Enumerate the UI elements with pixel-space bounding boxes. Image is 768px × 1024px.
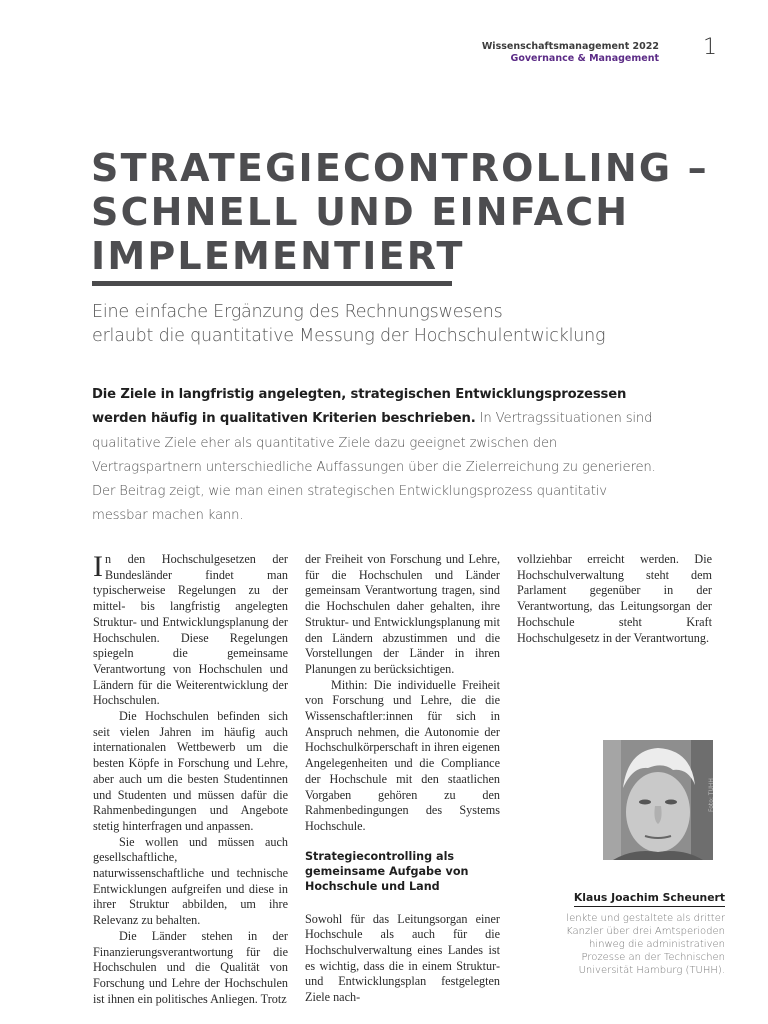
paragraph: Mithin: Die individuelle Freiheit von Forschung und Lehre, die die Wissenschaftler:innen für sich in Anspruch nehmen, die Autonomie der Hochschulkörperschaft in ihren eigenen Angelegenheiten und die Compliance der Hochschule mit den staatlichen Vorgaben gehören zu den Rahmenbedingungen des Systems Hochschule. <box>305 677 500 833</box>
author-name: Klaus Joachim Scheunert <box>574 891 725 907</box>
author-bio <box>505 912 725 977</box>
section-name: Governance & Management <box>510 53 659 64</box>
bio-line: Kanzler über drei Amtsperioden <box>566 926 725 937</box>
article-lead <box>92 383 662 529</box>
paragraph-text: n den Hochschulgesetzen der Bundesländer findet man typischerweise Regelungen zu der mittel- bis langfristig angelegten Struktur- und Entwicklungsplanung der Hochschulen. Diese Regelungen spiegeln die gemeinsame Verantwortung von Hochschulen und Ländern für die Weiterentwicklung der Hochschulen. <box>93 552 288 708</box>
title-line: IMPLEMENTIERT <box>91 234 465 278</box>
paragraph: Die Länder stehen in der Finanzierungsverantwortung für die Hochschulen und die Qualität von Forschung und Lehre der Hochschulen ist ihnen ein politisches Anliegen. Trotz <box>93 928 288 1006</box>
section-subheading: Strategiecontrolling als gemeinsame Aufgabe von Hochschule und Land <box>305 849 469 893</box>
bio-line: hinweg die administrativen <box>588 939 725 950</box>
title-underline <box>92 281 452 286</box>
body-column-3 <box>517 552 712 646</box>
photo-credit: Foto: TUHH <box>708 778 715 812</box>
running-header <box>482 41 659 65</box>
page-number: 1 <box>703 35 717 60</box>
body-column-1 <box>93 552 288 1007</box>
paragraph: Die Hochschulen befinden sich seit vielen Jahren im häufig auch internationalen Wettbewerb um die besten Köpfe in Forschung und Lehre, aber auch um die besten Studentinnen und Studenten und müssen dafür die Rahmenbedingungen und Angebote stetig hinterfragen und anpassen. <box>93 709 288 833</box>
subtitle-line: erlaubt die quantitative Messung der Hochschulentwicklung <box>92 326 606 346</box>
author-photo <box>603 740 713 860</box>
journal-name: Wissenschaftsmanagement 2022 <box>481 41 659 52</box>
lead-text: In Vertragssituationen sind qualitative Ziele eher als quantitative Ziele dazu geeignet zwischen den Vertragspartnern unterschiedliche Auffassungen über die Zielerreichung zu generieren. Der Beitrag zeigt, wie man einen strategischen Entwicklungsprozess quantitativ messbar machen kann. <box>92 411 656 524</box>
bio-line: lenkte und gestaltete als dritter <box>566 913 725 924</box>
title-line: STRATEGIECONTROLLING – <box>91 146 709 190</box>
drop-cap: I <box>93 550 103 583</box>
article-title <box>91 146 731 278</box>
author-caption <box>505 886 725 977</box>
subtitle-line: Eine einfache Ergänzung des Rechnungswesens <box>92 302 503 322</box>
title-line: SCHNELL UND EINFACH <box>91 190 630 234</box>
paragraph: Sowohl für das Leitungsorgan einer Hochschule als auch für die Hochschulverwaltung eines Landes ist es wichtig, dass die in einem Struktur- und Entwicklungsplan festgelegten Ziele nach- <box>305 911 500 1005</box>
paragraph <box>93 552 288 709</box>
article-subtitle <box>92 300 692 348</box>
lead-bold: Die Ziele in langfristig angelegten, strategischen Entwicklungsprozessen werden häufig in qualitativen Kriterien beschrieben. <box>92 387 627 427</box>
bio-line: Prozesse an der Technischen <box>581 952 725 963</box>
portrait-illustration <box>603 740 713 860</box>
paragraph: vollziehbar erreicht werden. Die Hochschulverwaltung steht dem Parlament gegenüber in der Verantwortung, das Leitungsorgan der Hochschule steht Kraft Hochschulgesetz in der Verantwortung. <box>517 552 712 645</box>
paragraph: der Freiheit von Forschung und Lehre, für die Hochschulen und Länder gemeinsam Verantwortung tragen, sind die Hochschulen daher gehalten, ihre Struktur- und Entwicklungsplanung mit den Ländern abzustimmen und die Vorstellungen der Länder in ihren Planungen zu berücksichtigen. <box>305 552 500 676</box>
paragraph: Sie wollen und müssen auch gesellschaftliche, naturwissenschaftliche und technische Entwicklungen aufgreifen und diese in ihrer Struktur abbilden, um ihre Relevanz zu behalten. <box>93 834 288 928</box>
bio-line: Universität Hamburg (TUHH). <box>578 965 725 976</box>
body-column-2 <box>305 552 500 1006</box>
